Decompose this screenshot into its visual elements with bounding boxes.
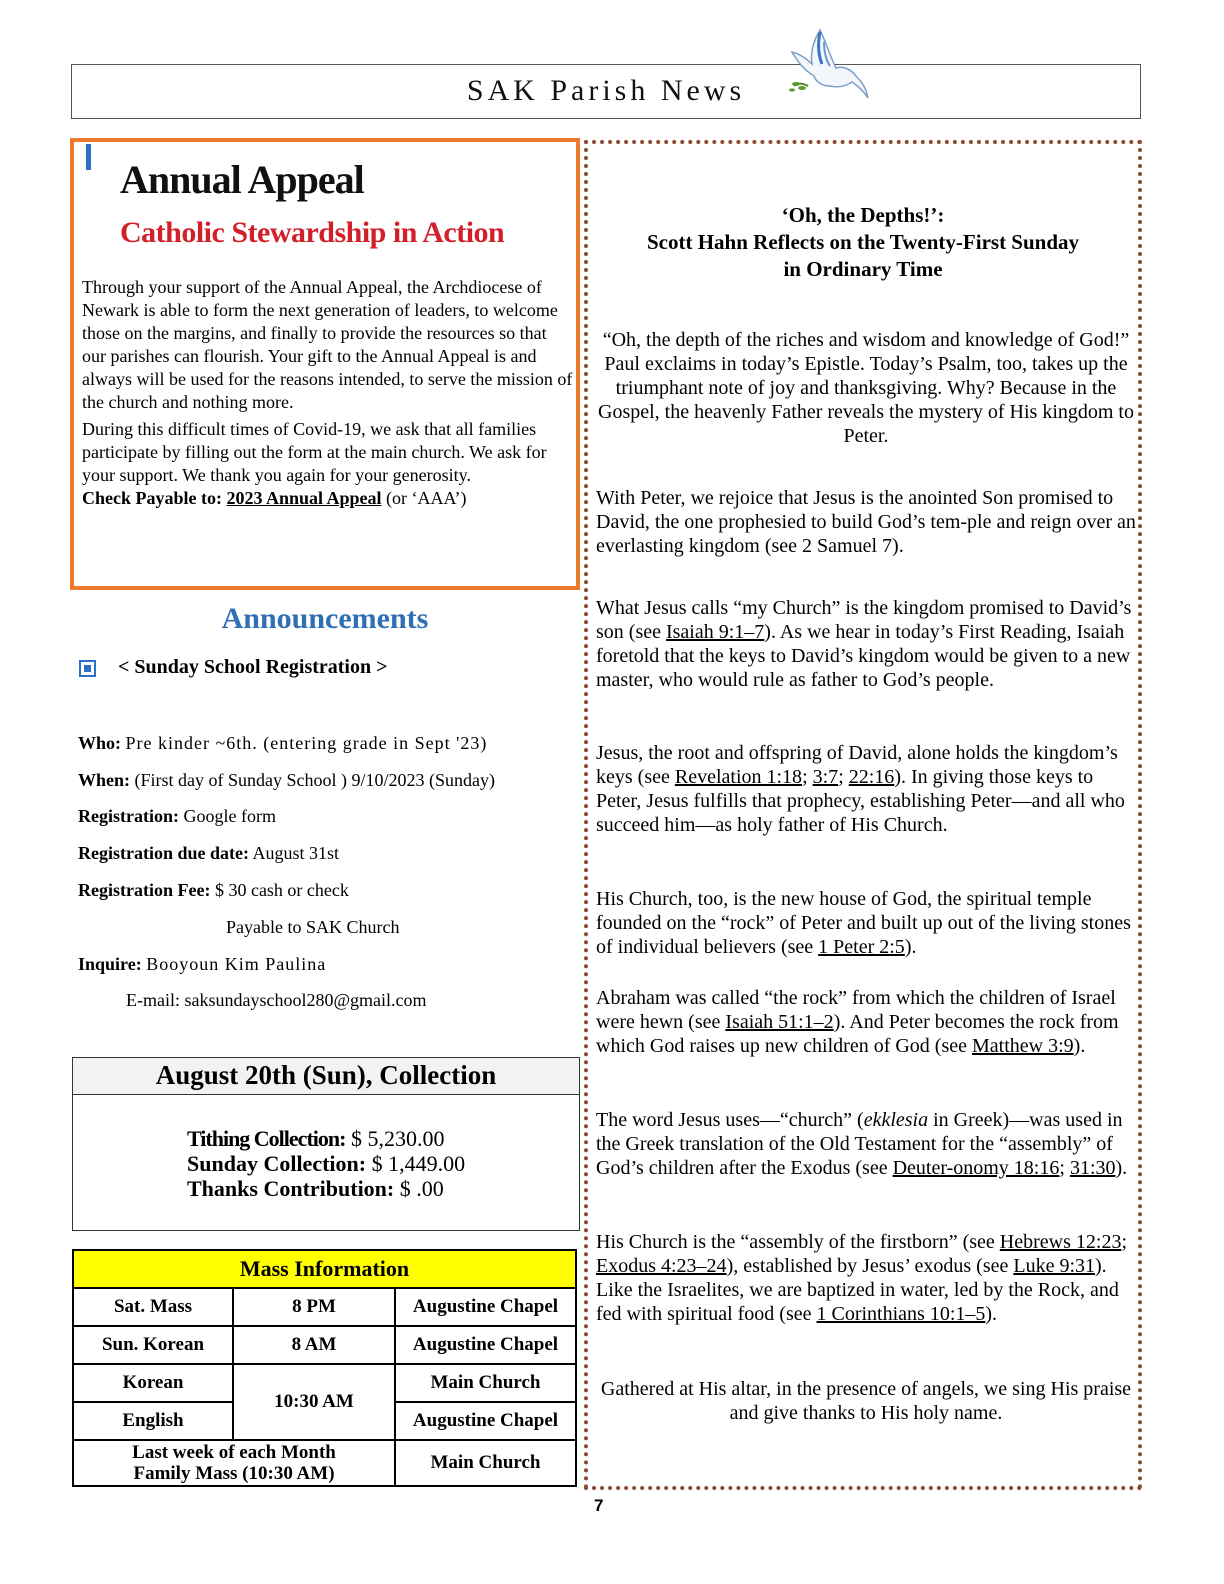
header-banner — [71, 64, 1141, 119]
scripture-link[interactable]: 1 Peter 2:5 — [818, 936, 905, 958]
article-paragraph-6 — [596, 986, 1136, 1058]
mass-time: 8 PM — [233, 1288, 395, 1326]
fee-value: $ 30 cash or check — [214, 880, 349, 900]
check-note: (or ‘AAA’) — [386, 488, 467, 508]
scripture-link[interactable]: 31:30 — [1069, 1157, 1116, 1179]
sunday-label: Sunday Collection: — [187, 1151, 367, 1176]
article-paragraph-8 — [596, 1230, 1136, 1326]
scripture-link[interactable]: Exodus 4:23–24 — [596, 1255, 727, 1277]
registration-label: Registration: — [78, 806, 179, 826]
article-paragraph-5 — [596, 887, 1136, 959]
tithing-value: $ 5,230.00 — [350, 1126, 445, 1151]
article-title-line-2: Scott Hahn Reflects on the Twenty-First Sunday — [646, 230, 1080, 254]
mass-time: 8 AM — [233, 1326, 395, 1364]
article-paragraph-1: “Oh, the depth of the riches and wisdom and knowledge of God!” Paul exclaims in today’s Epistle. Today’s Psalm, too, takes up the triumphant note of joy and thanksgiving. Why? Because in the Gospel, the heavenly Father reveals the mystery of His kingdom to Peter. — [598, 329, 1134, 447]
newsletter-title: SAK Parish News — [466, 74, 746, 107]
text-run: ). And Peter becomes the rock from which God raises up new children of God (see — [596, 1011, 1119, 1057]
scripture-link[interactable]: Deuter-onomy 18:16 — [892, 1157, 1060, 1179]
check-payee: 2023 Annual Appeal — [226, 488, 382, 508]
announcement-item: < Sunday School Registration > — [118, 656, 388, 678]
scripture-link[interactable]: Matthew 3:9 — [972, 1035, 1074, 1057]
scripture-link[interactable]: Revelation 1:18 — [674, 766, 803, 788]
article-box — [584, 140, 1142, 1490]
article-paragraph-7 — [596, 1108, 1136, 1180]
registration-value: Google form — [183, 806, 276, 826]
mass-name: Korean — [73, 1364, 233, 1402]
mass-name-line-1: Last week of each Month — [132, 1442, 336, 1463]
mass-info-table — [72, 1249, 577, 1487]
text-run: ; — [838, 766, 849, 788]
collection-values — [187, 1126, 465, 1201]
article-title-line-1: ‘Oh, the Depths!’: — [781, 203, 945, 227]
inquire-value: Booyoun Kim Paulina — [146, 954, 327, 974]
when-label: When: — [78, 770, 131, 790]
scripture-link[interactable]: Luke 9:31 — [1013, 1255, 1096, 1277]
appeal-paragraph-2: During this difficult times of Covid-19, we ask that all families participate by filling out the form at the main church. We ask for your support. We thank you again for your generosity. — [82, 419, 547, 485]
text-run: His Church is the “assembly of the firstborn” (see — [596, 1231, 1000, 1253]
article-title — [588, 202, 1138, 283]
mass-place: Augustine Chapel — [395, 1326, 576, 1364]
mass-place: Main Church — [395, 1440, 576, 1486]
annual-appeal-box — [70, 138, 580, 590]
text-run: His Church, too, is the new house of God, the spiritual temple founded on the “rock” of Peter and built up out of the living stones of individual believers (see — [596, 888, 1131, 958]
who-line — [78, 733, 487, 754]
who-label: Who: — [78, 733, 122, 753]
text-run: Abraham was called “the rock” from which the children of Israel were hewn (see — [596, 987, 1116, 1033]
scripture-link[interactable]: 22:16 — [848, 766, 895, 788]
sunday-value: $ 1,449.00 — [371, 1151, 466, 1176]
inquire-label: Inquire: — [78, 954, 142, 974]
inquire-line — [78, 954, 326, 975]
mass-info-title: Mass Information — [73, 1250, 576, 1288]
thanks-row — [187, 1176, 465, 1201]
due-date-value: August 31st — [252, 843, 340, 863]
mass-place: Augustine Chapel — [395, 1288, 576, 1326]
collection-box — [72, 1057, 580, 1231]
text-run: ). Like the Israelites, we are baptized in water, led by the Rock, and fed with spiritual food (see — [596, 1255, 1119, 1325]
article-paragraph-9: Gathered at His altar, in the presence of angels, we sing His praise and give thanks to His holy name. — [600, 1378, 1132, 1424]
due-date-line — [78, 843, 339, 864]
who-value: Pre kinder ~6th. (entering grade in Sept '23) — [125, 733, 488, 753]
accent-bar — [86, 144, 91, 170]
appeal-subtitle: Catholic Stewardship in Action — [120, 216, 505, 249]
appeal-paragraph-1: Through your support of the Annual Appeal, the Archdiocese of Newark is able to form the next generation of leaders, to welcome those on the margins, and finally to provide the resources so that our parishes can flourish. Your gift to the Annual Appeal is and always will be used for the reasons intended, to serve the mission of the church and nothing more. — [82, 277, 573, 412]
article-paragraph-3 — [596, 596, 1136, 692]
check-payable-line — [82, 487, 574, 510]
check-label: Check Payable to: — [82, 488, 222, 508]
due-date-label: Registration due date: — [78, 843, 249, 863]
mass-name: Sat. Mass — [73, 1288, 233, 1326]
mass-name: English — [73, 1402, 233, 1440]
scripture-link[interactable]: 3:7 — [812, 766, 839, 788]
text-run: ; — [802, 766, 813, 788]
article-paragraph-2: With Peter, we rejoice that Jesus is the anointed Son promised to David, the one prophesied to build God’s tem-ple and reign over an everlasting kingdom (see 2 Samuel 7). — [596, 487, 1136, 557]
text-run: ). In giving those keys to Peter, Jesus fulfills that prophecy, establishing Peter—and all who succeed him—as holy father of His Church. — [596, 766, 1125, 836]
payable-line: Payable to SAK Church — [226, 917, 400, 937]
scripture-link[interactable]: Hebrews 12:23 — [999, 1231, 1122, 1253]
text-run: Jesus, the root and offspring of David, alone holds the kingdom’s keys (see — [596, 742, 1118, 788]
text-run: ; — [1121, 1231, 1127, 1253]
table-row — [73, 1326, 576, 1364]
registration-line — [78, 806, 276, 827]
text-run: in Greek)—was used in the Greek translation of the Old Testament for the “assembly” of God’s children after the Exodus (see — [596, 1109, 1123, 1179]
table-row — [73, 1288, 576, 1326]
table-row — [73, 1440, 576, 1486]
text-run-italic: ekklesia — [863, 1109, 929, 1131]
checkbox-icon — [79, 660, 96, 677]
text-run: The word Jesus uses—“church” ( — [596, 1109, 864, 1131]
page-number: 7 — [594, 1496, 604, 1515]
collection-title: August 20th (Sun), Collection — [73, 1058, 579, 1095]
tithing-label: Tithing Collection: — [187, 1126, 346, 1151]
dove-icon — [780, 24, 876, 120]
appeal-title: Annual Appeal — [120, 157, 364, 202]
text-run: ). — [1115, 1157, 1128, 1179]
tithing-row — [187, 1126, 465, 1151]
when-value: (First day of Sunday School ) 9/10/2023 (Sunday) — [134, 770, 495, 790]
mass-name: Sun. Korean — [73, 1326, 233, 1364]
sunday-row — [187, 1151, 465, 1176]
text-run: ). — [985, 1303, 998, 1325]
thanks-label: Thanks Contribution: — [187, 1176, 395, 1201]
email-line: E-mail: saksundayschool280@gmail.com — [126, 990, 427, 1010]
scripture-link[interactable]: Isaiah 9:1–7 — [665, 621, 765, 643]
mass-place: Augustine Chapel — [395, 1402, 576, 1440]
text-run: ), established by Jesus’ exodus (see — [726, 1255, 1014, 1277]
text-run: ). As we hear in today’s First Reading, Isaiah foretold that the keys to David’s kingdom would be given to a new master, who would rule as father to God’s people. — [596, 621, 1131, 691]
article-paragraph-4 — [596, 741, 1136, 837]
fee-line — [78, 880, 349, 901]
mass-time: 10:30 AM — [233, 1364, 395, 1440]
thanks-value: $ .00 — [399, 1176, 444, 1201]
scripture-link[interactable]: 1 Corinthians 10:1–5 — [816, 1303, 986, 1325]
appeal-body — [82, 276, 574, 510]
text-run: ). — [904, 936, 917, 958]
fee-label: Registration Fee: — [78, 880, 211, 900]
announcements-heading: Announcements — [221, 602, 429, 635]
article-title-line-3: in Ordinary Time — [783, 257, 943, 281]
mass-name-line-2: Family Mass (10:30 AM) — [133, 1463, 335, 1484]
text-run: ; — [1059, 1157, 1070, 1179]
mass-place: Main Church — [395, 1364, 576, 1402]
when-line — [78, 770, 495, 791]
mass-name-cell — [73, 1440, 395, 1486]
text-run: ). — [1073, 1035, 1086, 1057]
table-row — [73, 1364, 576, 1402]
text-run: What Jesus calls “my Church” is the kingdom promised to David’s son (see — [596, 597, 1132, 643]
scripture-link[interactable]: Isaiah 51:1–2 — [725, 1011, 834, 1033]
